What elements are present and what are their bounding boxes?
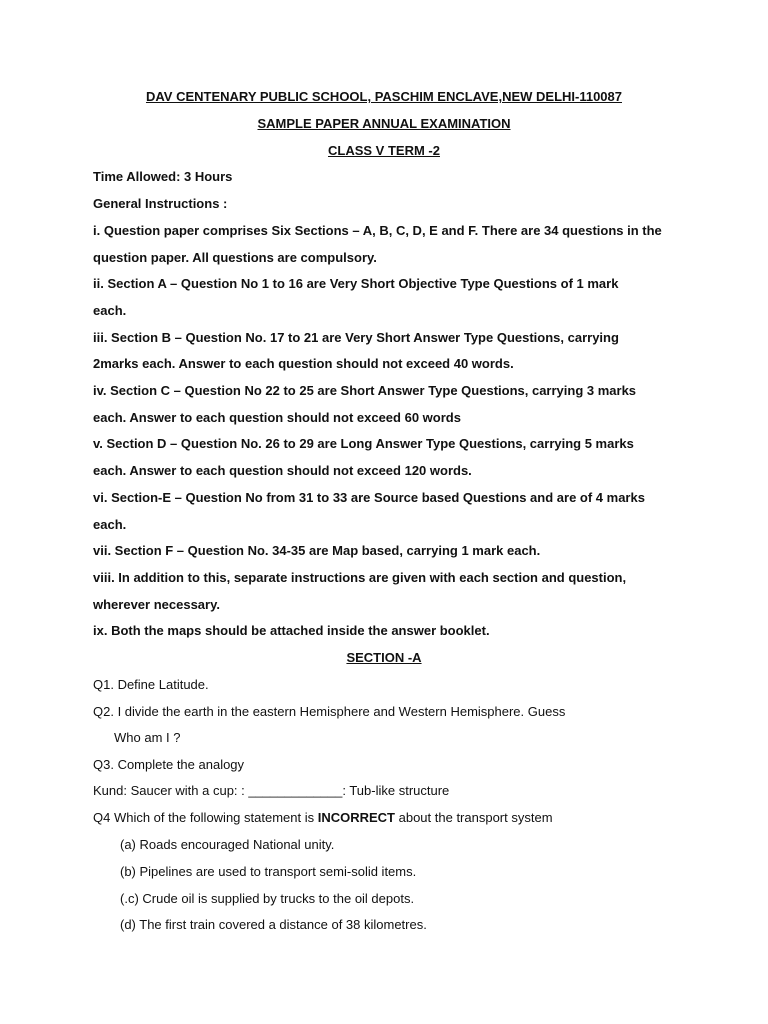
question-2: Q2. I divide the earth in the eastern Hemisphere and Western Hemisphere. Guess (93, 704, 566, 719)
question-4-option: (b) Pipelines are used to transport semi-solid items. (120, 864, 417, 879)
instruction-line: vi. Section-E – Question No from 31 to 33 are Source based Questions and are of 4 marks (93, 490, 645, 505)
question-3-analogy: Kund: Saucer with a cup: : _____________: Tub-like structure (93, 783, 450, 798)
question-3: Q3. Complete the analogy (93, 757, 245, 772)
instruction-line: ix. Both the maps should be attached inside the answer booklet. (93, 623, 490, 638)
instruction-line: question paper. All questions are compulsory. (93, 250, 377, 265)
instruction-line: viii. In addition to this, separate instructions are given with each section and question, (93, 570, 627, 585)
instruction-line: iv. Section C – Question No 22 to 25 are Short Answer Type Questions, carrying 3 marks (93, 383, 637, 398)
instruction-line: 2marks each. Answer to each question should not exceed 40 words. (93, 356, 514, 371)
instruction-line: v. Section D – Question No. 26 to 29 are Long Answer Type Questions, carrying 5 marks (93, 436, 634, 451)
instruction-line: each. Answer to each question should not exceed 120 words. (93, 463, 472, 478)
time-allowed: Time Allowed: 3 Hours (93, 169, 233, 184)
instructions-heading: General Instructions : (93, 196, 228, 211)
instruction-line: iii. Section B – Question No. 17 to 21 are Very Short Answer Type Questions, carrying (93, 330, 619, 345)
instruction-line: ii. Section A – Question No 1 to 16 are Very Short Objective Type Questions of 1 mark (93, 276, 619, 291)
section-a-heading: SECTION -A (346, 650, 422, 665)
school-name: DAV CENTENARY PUBLIC SCHOOL, PASCHIM ENCLAVE,NEW DELHI-110087 (145, 89, 622, 104)
question-4-suffix: about the transport system (395, 810, 553, 825)
question-2-continued: Who am I ? (114, 730, 181, 745)
question-4 (93, 810, 693, 826)
instruction-line: wherever necessary. (93, 597, 220, 612)
class-term: CLASS V TERM -2 (328, 143, 440, 158)
question-4-option: (a) Roads encouraged National unity. (120, 837, 335, 852)
instruction-line: each. Answer to each question should not exceed 60 words (93, 410, 461, 425)
question-4-option: (d) The first train covered a distance of 38 kilometres. (120, 917, 427, 932)
instruction-line: each. (93, 517, 127, 532)
question-4-option: (.c) Crude oil is supplied by trucks to the oil depots. (120, 891, 415, 906)
question-4-emphasis: INCORRECT (317, 810, 395, 825)
question-4-prefix: Q4 Which of the following statement is (93, 810, 318, 825)
paper-title: SAMPLE PAPER ANNUAL EXAMINATION (257, 116, 511, 131)
instruction-line: vii. Section F – Question No. 34-35 are Map based, carrying 1 mark each. (93, 543, 541, 558)
question-1: Q1. Define Latitude. (93, 677, 209, 692)
instruction-line: each. (93, 303, 127, 318)
instruction-line: i. Question paper comprises Six Sections – A, B, C, D, E and F. There are 34 questions in the (93, 223, 662, 238)
